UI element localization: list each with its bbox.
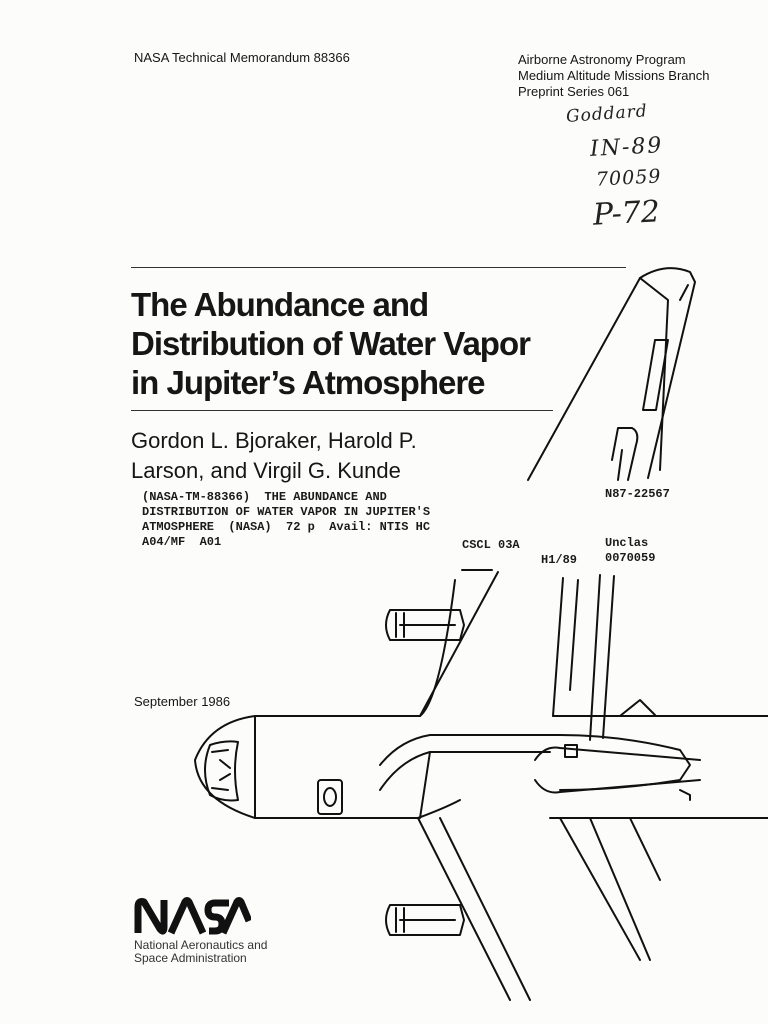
divider <box>131 410 553 411</box>
title-line: Distribution of Water Vapor <box>131 325 530 362</box>
stamp-number: 0070059 <box>605 551 656 565</box>
divider <box>131 267 626 268</box>
stamp-line: (NASA-TM-88366) THE ABUNDANCE AND <box>142 490 387 504</box>
stamp-accession: N87-22567 <box>605 487 670 501</box>
agency-line: National Aeronautics and <box>134 938 268 952</box>
document-title <box>131 285 530 402</box>
stamp-line: DISTRIBUTION OF WATER VAPOR IN JUPITER'S <box>142 505 431 519</box>
handwritten-note: P-72 <box>592 194 661 233</box>
stamp-unclas: Unclas <box>605 536 649 550</box>
memo-id: NASA Technical Memorandum 88366 <box>134 50 350 65</box>
catalog-stamp <box>142 490 430 550</box>
program-line: Airborne Astronomy Program <box>518 52 686 67</box>
program-line: Preprint Series 061 <box>518 84 630 99</box>
authors <box>131 426 417 486</box>
stamp-cscl: CSCL 03A <box>462 538 520 552</box>
handwritten-note: Goddard <box>565 101 649 127</box>
stamp-line: A04/MF A01 <box>142 535 222 549</box>
publication-date: September 1986 <box>134 694 231 709</box>
program-line: Medium Altitude Missions Branch <box>518 68 710 83</box>
stamp-line: ATMOSPHERE (NASA) 72 p Avail: NTIS HC <box>142 520 431 534</box>
stamp-category: H1/89 <box>541 553 578 567</box>
title-line: in Jupiter’s Atmosphere <box>131 364 485 401</box>
handwritten-note: 70059 <box>595 165 662 191</box>
agency-name <box>134 939 267 965</box>
agency-line: Space Administration <box>134 951 247 965</box>
handwritten-note: IN-89 <box>589 133 664 162</box>
author-line: Larson, and Virgil G. Kunde <box>131 458 401 483</box>
nasa-logo <box>133 897 251 935</box>
author-line: Gordon L. Bjoraker, Harold P. <box>131 428 417 453</box>
program-info <box>518 52 709 100</box>
title-line: The Abundance and <box>131 286 429 323</box>
